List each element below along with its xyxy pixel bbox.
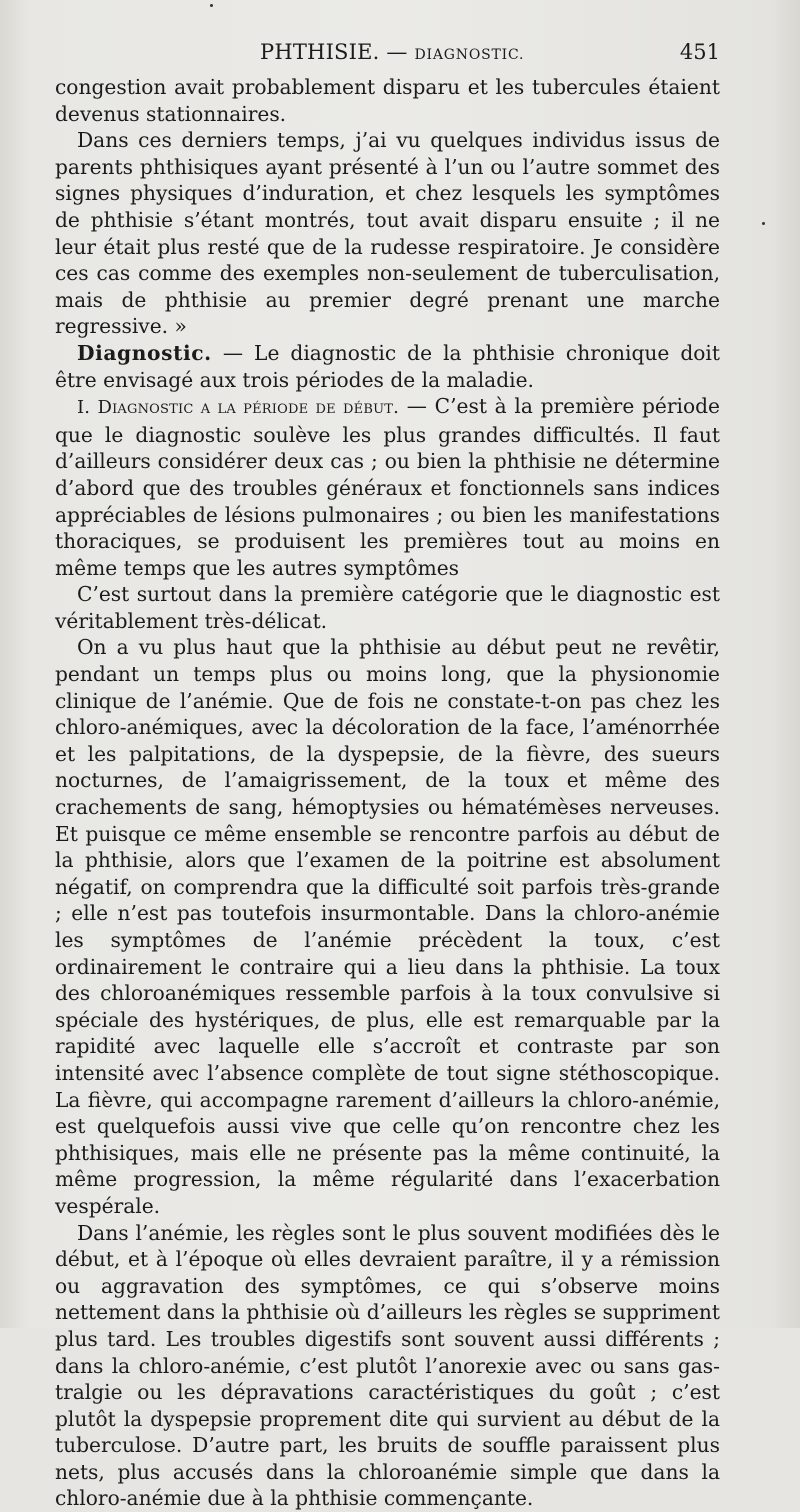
paragraph-text: — C’est à la première période que le diagnostic soulève les plus grandes difficultés. Il faut d’ailleurs considérer deux cas ; ou bien la phthisie ne détermine d’abord que des troubles généraux et fonctionnels sans indices appréciables de lésions pulmonaires ; ou bien les manifestations thoraciques, se produisent les premières tout au moins en même temps que les autres symptômes (55, 394, 720, 580)
body-text (55, 74, 720, 1512)
ink-speck (762, 222, 765, 225)
paragraph-text: — Le diagnostic de la phthisie chronique doit être envisagé aux trois périodes de la maladie. (55, 340, 720, 392)
paragraph: C’est surtout dans la première catégorie que le diagnostic est véritablement très-délicat. (55, 582, 720, 633)
ink-speck (210, 4, 213, 7)
paragraph: Dans ces derniers temps, j’ai vu quelques individus issus de parents phthisiques ayant présenté à l’un ou l’autre sommet des signes physiques d’induration, et chez lesquels les symptômes de phthisie s’étant montrés, tout avait disparu ensuite ; il ne leur était plus resté que de la rudesse respiratoire. Je considère ces cas comme des exemples non-seulement de tuberculisation, mais de phthisie au premier degré prenant une marche regressive. » (55, 128, 720, 339)
running-subtitle: DIAGNOSTIC. (414, 47, 525, 63)
section-heading: Diagnostic. (77, 340, 212, 365)
paragraph: congestion avait probablement disparu et les tubercules étaient devenus stationnaires. (55, 75, 720, 126)
paragraph: On a vu plus haut que la phthisie au début peut ne revêtir, pendant un temps plus ou moins long, que la physionomie clinique de l’anémie. Que de fois ne constate-t-on pas chez les chloro-anémiques, avec la décoloration de la face, l’aménorrhée et les palpitations, de la dyspepsie, de la fièvre, des sueurs nocturnes, de l’amaigrissement, de la toux et même des crachements de sang, hémoptysies ou hématémèses nerveuses. Et puisque ce même ensemble se rencontre parfois au début de la phthisie, alors que l’examen de la poitrine est absolument négatif, on comprendra que la difficulté soit parfois très-grande ; elle n’est pas toutefois insurmontable. Dans la chloro-anémie les symptômes de l’anémie précèdent la toux, c’est ordinairement le contraire qui a lieu dans la phthisie. La toux des chloroanémiques ressemble parfois à la toux convulsive si spéciale des hystériques, de plus, elle est remarquable par la rapidité avec laquelle elle s’accroît et contraste par son intensité avec l’absence complète de tout signe stéthoscopique. La fièvre, qui accompagne rarement d’ailleurs la chloro-anémie, est quelquefois aussi vive que celle qu’on rencontre chez les phthisiques, mais elle ne présente pas la même continuité, la même progression, la même régularité dans l’exacerbation vespérale. (55, 635, 720, 1218)
page-number: 451 (679, 40, 720, 64)
paragraph-diagnostic (55, 340, 720, 393)
subsection-heading: I. Diagnostic a la période de début. (77, 397, 400, 419)
running-header (55, 40, 720, 76)
paragraph-debut (55, 393, 720, 581)
running-title: PHTHISIE. — DIAGNOSTIC. (260, 40, 525, 64)
paragraph: Dans l’anémie, les règles sont le plus souvent modifiées dès le début, et à l’époque où elles devraient paraître, il y a rémission ou aggravation des symptômes, ce qui s’observe moins nettement dans la phthisie où d’ailleurs les règles se suppriment plus tard. Les troubles digestifs sont souvent aussi différents ; dans la chloro-anémie, c’est plutôt l’anorexie avec ou sans gastralgie ou les dépravations caractéristiques du goût ; c’est plutôt la dyspepsie proprement dite qui survient au début de la tuberculose. D’autre part, les bruits de souffle paraissent plus nets, plus accusés dans la chloroanémie simple que dans la chloro-anémie due à la phthisie commençante. (55, 1220, 720, 1511)
